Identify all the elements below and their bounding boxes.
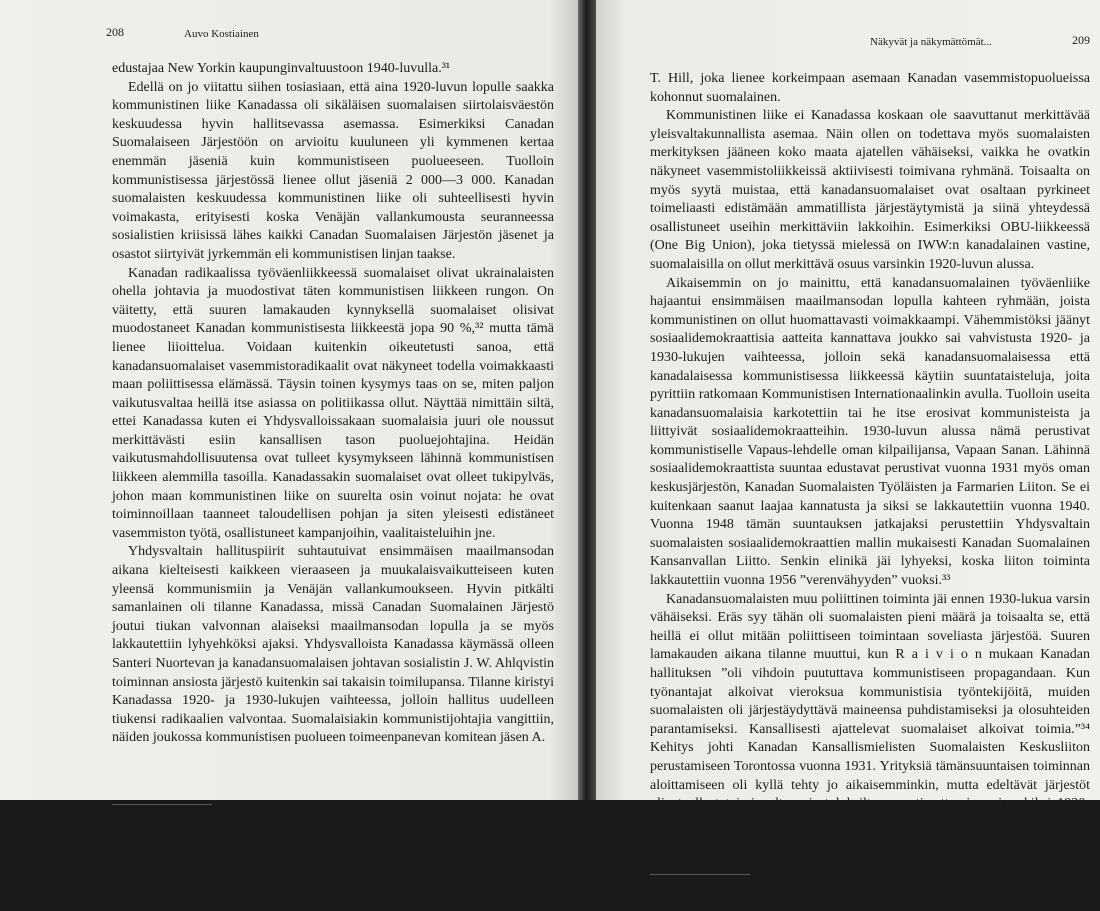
paragraph: Kanadansuomalaisten muu poliittinen toiminta jäi ennen 1930-lukua varsin vähäiseksi. Eräs syy tähän oli suomalaisten pieni määrä ja toisaalta se, että heillä ei ollut mitään poliittiseen toimintaan soveliasta järjestöä. Suuren lamakauden aikana tilanne muuttui, kun R a i v i o n mukaan Kanadan hallituksen ”oli vihdoin puututtava kommunistiseen propagandaan. Kun työnantajat alkoivat vieroksua kommunistisia työntekijöitä, muiden suomalaisten oli järjestäydyttävä maineensa puhdistamiseksi ja olosuhteiden parantamiseksi. Kansallisesti ajattelevat suomalaiset alkoivat toimia.”³⁴ Kehitys johti Kanadan Kansallismielisten Suomalaisten Keskusliiton perustamiseen Torontossa vuonna 1931. Yrityksiä tämänsuuntaisen toiminnan aloittamiseen oli kyllä tehty jo aikaisemminkin, mutta edeltävät järjestöt olivat olleet toiminnaltaan ja tuloksiltaan vaatimattomia: esimerkiksi 1920-luvun lopulla [650,591,1090,830]
running-title: Auvo Kostiainen [184,28,259,40]
page-number: 209 [1072,33,1090,47]
footnotes [112,815,554,867]
paragraph: edustajaa New Yorkin kaupunginvaltuustoon 1940-luvulla.³¹ [112,61,451,76]
running-title: Näkyvät ja näkymättömät... [870,36,992,48]
footnote: ³⁴ R a i v i o, Historia II, s. 50. [650,899,771,911]
paragraph: Aikaisemmin on jo mainittu, että kanadansuomalainen työväenliike hajaantui ensimmäisen maailmansodan lopulla kahteen ryhmään, joista kommunistinen on ollut huomattavasti voimakkaampi. Vähemmistöksi jäänyt sosiaalidemokraattisia aatteita kannattava joukko sai vahvistusta 1920- ja 1930-lukujen vaihteessa, jolloin sekä kanadansuomalaisessa että kanadalaisessa kommunistisessa liikkeessä käytiin suuntataisteluja, joita pyrittiin ratkomaan Kommunistisen Internationaalinkin avulla. Tuolloin useita kanadansuomalaisia karkotettiin tai he itse erosivat kommunisteista ja liittyivät sosiaalidemokraatteihin. 1930-luvun alussa nämä perustivat kommunistiselle Vapaus-lehdelle oman kilpailijansa, Vapaan Sanan. Lähinnä sosiaalidemokraattista suuntaa edustavat perustivat vuonna 1931 myös oman keskusjärjestön, Kanadan Suomalaisten Työläisten ja Farmarien Liiton. Se ei kuitenkaan saanut laajaa kannatusta ja siksi se lakkautettiin vuonna 1940. Vuonna 1948 tämän suuntauksen jatkajaksi perustettiin Yhdysvaltain suomalaisten sosiaalidemokraattien mallin mukaisesti Kanadan Suomalainen Kansanvallan Liitto. Senkin elinikä jäi lyhyeksi, koska liiton toiminta lakkautettiin vuonna 1956 ”verenvähyyden” vuoksi.³³ [650,275,1090,589]
footnote: ³³ R a i v i o, Historia II, s. 360—363. [650,886,801,898]
paragraph: Kanadan radikaalissa työväenliikkeessä suomalaiset olivat ukrainalaisten ohella johtavia ja muodostivat täten kommunistisen liikkeen rungon. On väitetty, että suuren lamakauden kynnyksellä suomalaiset olisivat muodostaneet Kanadan kommunistisesta liikkeestä jopa 90 %,³² mutta tämä lienee liioittelua. Voidaan kuitenkin oikeutetusti sanoa, että kanadansuomalaiset vasemmistoradikaalit ovat näkyneet todella voimakkaasti maan poliittisessa elämässä. Täysin toinen kysymys taas on se, miten paljon vaikutusvaltaa heillä itse asiassa on politiikassa ollut. Näyttää nimittäin siltä, ettei Kanadassa kuten ei Yhdysvalloissakaan suomalaisia juuri ole noussut merkittävästi esiin kansallisen tason puoluejohtajina. Heidän vaikutusmahdollisuutensa ovat tulleet kysymykseen lähinnä kommunistisen liikkeen alemmilla tasoilla. Kanadassakin suomalaiset ovat olleet tukipylväs, johon maan kommunistinen liike on suurelta osin voinut nojata: he ovat toiminnoillaan taanneet taloudellisen pohjan ja siten yleisesti edistäneet vasemmiston työtä, osallistuneet kampanjoihin, vaalitaisteluihin jne. [112,265,554,541]
footnotes [650,885,1090,911]
left-page [0,0,578,866]
body-text [112,60,554,748]
paragraph: Yhdysvaltain hallituspiirit suhtautuivat ensimmäisen maailmansodan aikana kielteisesti kaikkeen vieraaseen ja muukalaisvaikutteiseen kuten yleensä kommunismiin ja Venäjän vallankumoukseen. Hyvin pitkälti samanlainen oli tilanne Kanadassa, missä Canadan Suomalainen Järjestö joutui tiukan valvonnan alaiseksi maailmansodan lopulla ja se myös lakkautettiin lyhyehköksi ajaksi. Yhdysvalloista Kanadassa käymässä olleen Santeri Nuortevan ja kanadansuomalaisen johtavan sosialistin J. W. Ahlqvistin toiminnan ansiosta järjestö kuitenkin sai takaisin toimilupansa. Tilanne kiristyi Kanadassa 1920- ja 1930-lukujen vaihteessa, jolloin hallitus uudelleen tiukensi radikaalien valvontaa. Suomalaisiakin kommunistijohtajia vangittiin, näiden joukossa kommunistisen puolueen toimeenpanevan komitean jäsen A. [112,544,554,746]
footnote-rule [112,804,212,805]
footnote-rule [650,874,750,875]
footnote: ³² R a i v i o, Historia I, s. 416. Kanadansuomalaisen työväenliikkeen historiaa R a i v i o käsittelee teoksensa s. 369—493 usein tendenssipitoisesti. Vrt. kanadansuomalaisen vasemmistoradikalismin historiasta esim. P i l l i, s. 141—142; Canadan Suomalainen Järjestö 25 Vuotta. [112,828,552,866]
footnote: ³¹ Ks. David C a u t e, The Fellow Travellers. A Postscript to the Enlightenment (Birkenhead 1973), s. 304. [112,815,539,827]
right-page [596,0,1100,911]
body-text [650,70,1090,832]
running-head [106,22,554,40]
paragraph: T. Hill, joka lienee korkeimpaan asemaan Kanadan vasemmistopuolueissa kohonnut suomalainen. [650,71,1090,105]
paragraph: Kommunistinen liike ei Kanadassa koskaan ole saavuttanut merkittävää yleisvaltakunnallista asemaa. Näin ollen on todettava myös suomalaisten merkityksen jääneen koko maata ajatellen vähäiseksi, vaikka he ovatkin näkyneet vasemmistoliikkeissä aktiivisesti toimivana ryhmänä. Toisaalta on myös syytä muistaa, että kanadansuomalaiset ovat osaltaan pyrkineet toimeliaasti edistämään ammatillista järjestäytymistä ja siinä yhteydessä osallistuneet useihin merkittäviin lakkoihin. Esimerkiksi OBU-liikkeessä (One Big Union), joka tietyssä mielessä on IWW:n kanadalainen vastine, suomalaisilla on ollut merkittävä osuus varsinkin 1920-luvun alussa. [650,108,1090,272]
running-head [650,30,1090,48]
paragraph: Edellä on jo viitattu siihen tosiasiaan, että aina 1920-luvun lopulle saakka kommunistinen liike Kanadassa oli sikäläisen suomalaisen siirtolaisväestön keskuudessa hyvin hallitsevassa asemassa. Esimerkiksi Canadan Suomalaiseen Järjestöön on arvioitu kuuluneen yli kymmenen kertaa enemmän jäseniä kuin kommunistiseen puolueeseen. Tuolloin kommunistisessa järjestössä lienee ollut jäseniä 2 000—3 000. Kanadan suomalaisten keskuudessa kommunistinen liike oli suhteellisesti hyvin voimakasta, erityisesti koska Venäjän vallankumousta seuranneessa sosialistien kriisissä lähes kaikki Canadan Suomalaisen Järjestön jäsenet ja osastot siirtyivät jyrkemmän eli kommunistisen linjan taakse. [112,79,554,262]
book-gutter [578,0,596,800]
page-number: 208 [106,25,124,39]
